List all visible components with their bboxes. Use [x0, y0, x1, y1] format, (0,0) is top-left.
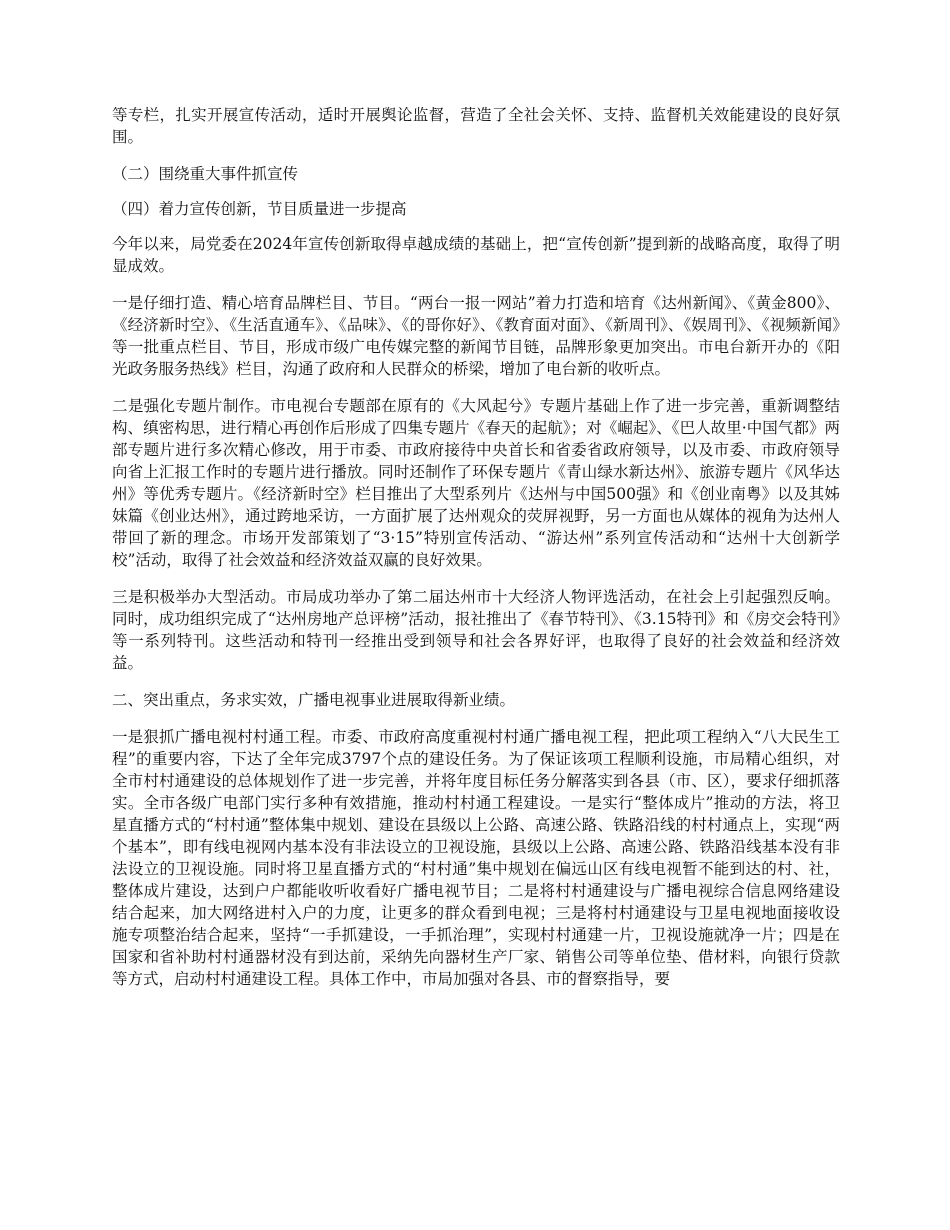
paragraph-brand-programs: 一是仔细打造、精心培育品牌栏目、节目。“两台一报一网站”着力打造和培育《达州新闻》、《黄金800》、《经济新时空》、《生活直通车》、《品味》、《的哥你好》、《教育面对面》、《新周刊》、《娱周刊》、《视频新闻》等一批重点栏目、节目，形成市级广电传媒完整的新闻节目链，品牌形象更加突出。市电台新开办的《阳光政务服务热线》栏目，沟通了政府和人民群众的桥梁，增加了电台新的收听点。 — [112, 294, 840, 378]
paragraph-village-coverage: 一是狠抓广播电视村村通工程。市委、市政府高度重视村村通广播电视工程，把此项工程纳入“八大民生工程”的重要内容，下达了全年完成3797个点的建设任务。为了保证该项工程顺利设施，市局精心组织，对全市村村通建设的总体规划作了进一步完善，并将年度目标任务分解落实到各县（市、区），要求仔细抓落实。全市各级广电部门实行多种有效措施，推动村村通工程建设。一是实行“整体成片”推动的方法，将卫星直播方式的“村村通”整体集中规划、建设在县级以上公路、高速公路、铁路沿线的村村通点上，实现“两个基本”，即有线电视网内基本没有非法设立的卫视设施，县级以上公路、高速公路、铁路沿线基本没有非法设立的卫视设施。同时将卫星直播方式的“村村通”集中规划在偏远山区有线电视暂不能到达的村、社，整体成片建设，达到户户都能收听收看好广播电视节目；二是将村村通建设与广播电视综合信息网络建设结合起来，加大网络进村入户的力度，让更多的群众看到电视；三是将村村通建设与卫星电视地面接收设施专项整治结合起来，坚持“一手抓建设，一手抓治理”，实现村村通建一片，卫视设施就净一片；四是在国家和省补助村村通器材没有到达前，采纳先向器材生产厂家、销售公司等单位垫、借材料，向银行贷款等方式，启动村村通建设工程。具体工作中，市局加强对各县、市的督察指导，要 — [112, 728, 840, 988]
section-heading-key-points: 二、突出重点，务求实效，广播电视事业进展取得新业绩。 — [112, 691, 516, 709]
paragraph-intro-continuation: 等专栏，扎实开展宣传活动，适时开展舆论监督，营造了全社会关怀、支持、监督机关效能建设的良好氛围。 — [112, 106, 840, 146]
section-heading-innovation: （四）着力宣传创新，节目质量进一步提高 — [112, 200, 407, 218]
paragraph-large-events: 三是积极举办大型活动。市局成功举办了第二届达州市十大经济人物评选活动，在社会上引起强烈反响。同时，成功组织完成了“达州房地产总评榜”活动，报社推出了《春节特刊》、《3.15特刊》和《房交会特刊》等一系列特刊。这些活动和特刊一经推出受到领导和社会各界好评，也取得了良好的社会效益和经济效益。 — [112, 588, 840, 672]
paragraph-documentaries: 二是强化专题片制作。市电视台专题部在原有的《大风起兮》专题片基础上作了进一步完善，重新调整结构、缜密构思，进行精心再创作后形成了四集专题片《春天的起航》；对《崛起》、《巴人故里·中国气都》两部专题片进行多次精心修改，用于市委、市政府接待中央首长和省委省政府领导，以及市委、市政府领导向省上汇报工作时的专题片进行播放。同时还制作了环保专题片《青山绿水新达州》、旅游专题片《风华达州》等优秀专题片。《经济新时空》栏目推出了大型系列片《达州与中国500强》和《创业南粤》以及其姊妹篇《创业达州》，通过跨地采访，一方面扩展了达州观众的荧屏视野，另一方面也从媒体的视角为达州人带回了新的理念。市场开发部策划了“3·15”特别宣传活动、“游达州”系列宣传活动和“达州十大创新学校”活动，取得了社会效益和经济效益双赢的良好效果。 — [112, 397, 840, 569]
paragraph-innovation-summary: 今年以来，局党委在2024年宣传创新取得卓越成绩的基础上，把“宣传创新”提到新的战略高度，取得了明显成效。 — [112, 235, 840, 275]
document-page — [112, 104, 840, 1005]
section-heading-major-events: （二）围绕重大事件抓宣传 — [112, 165, 299, 183]
